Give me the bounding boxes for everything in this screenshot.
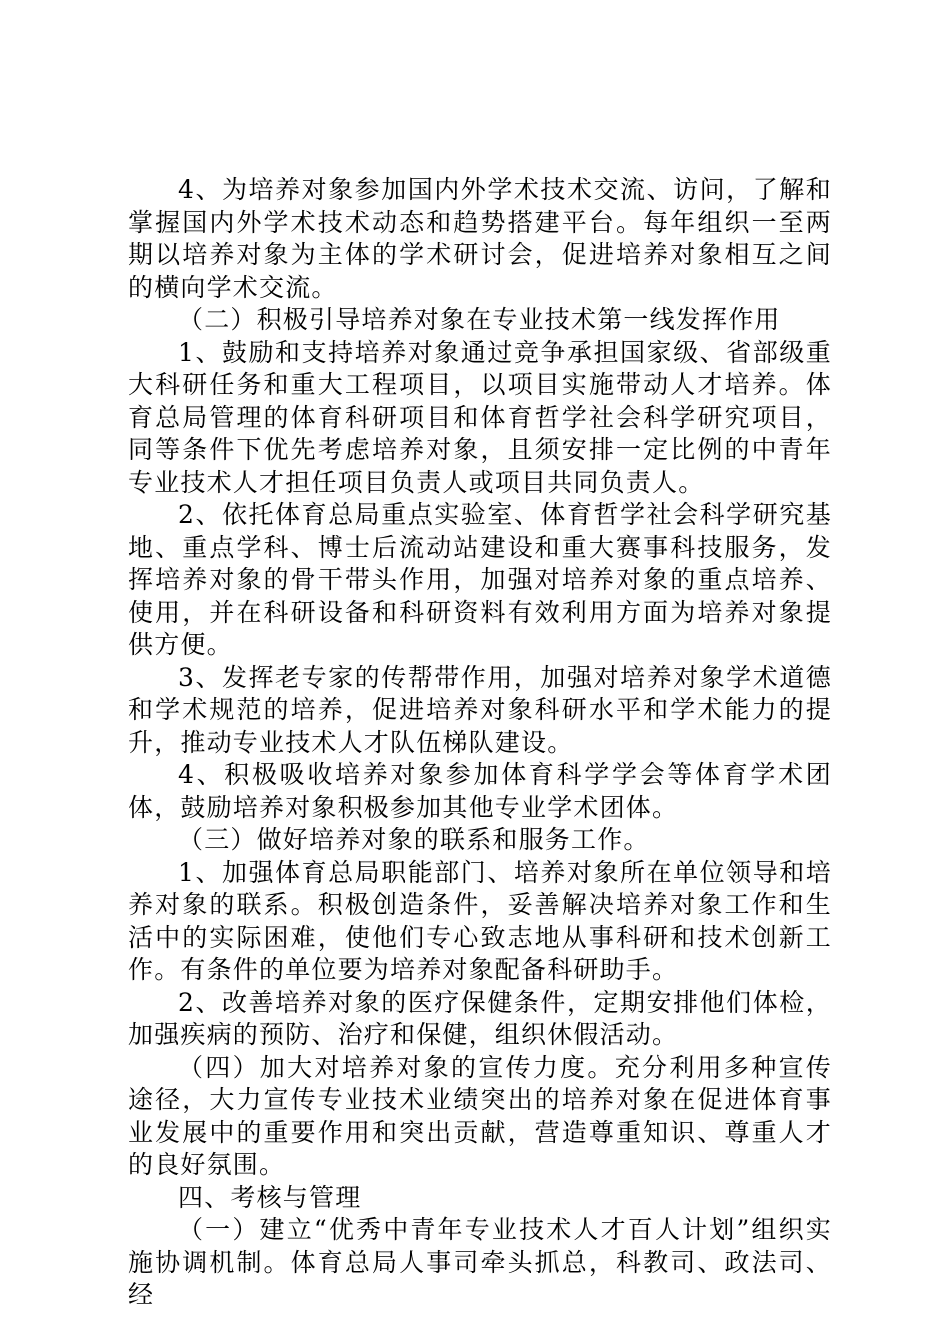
paragraph-healthcare: 2、改善培养对象的医疗保健条件，定期安排他们体检，加强疾病的预防、治疗和保健，组织休假活动。 [128, 987, 832, 1049]
section-heading-assessment: 四、考核与管理 [178, 1182, 362, 1212]
paragraph-publicity: （四）加大对培养对象的宣传力度。充分利用多种宣传途径，大力宣传专业技术业绩突出的培养对象在促进体育事业发展中的重要作用和突出贡献，营造尊重知识、尊重人才的良好氛围。 [128, 1052, 832, 1179]
document-body [128, 174, 832, 1312]
paragraph-exchange-platform: 4、为培养对象参加国内外学术技术交流、访问，了解和掌握国内外学术技术动态和趋势搭建平台。每年组织一至两期以培养对象为主体的学术研讨会，促进培养对象相互之间的横向学术交流。 [128, 175, 832, 302]
section-heading-service: （三）做好培养对象的联系和服务工作。 [178, 825, 650, 854]
paragraph-mentoring: 3、发挥老专家的传帮带作用，加强对培养对象学术道德和学术规范的培养，促进培养对象科研水平和学术能力的提升，推动专业技术人才队伍梯队建设。 [128, 662, 832, 757]
paragraph-liaison: 1、加强体育总局职能部门、培养对象所在单位领导和培养对象的联系。积极创造条件，妥善解决培养对象工作和生活中的实际困难，使他们专心致志地从事科研和技术创新工作。有条件的单位要为培养对象配备科研助手。 [128, 857, 832, 984]
paragraph-coordination: （一）建立“优秀中青年专业技术人才百人计划”组织实施协调机制。体育总局人事司牵头抓总，科教司、政法司、经 [128, 1215, 832, 1309]
paragraph-academic-groups: 4、积极吸收培养对象参加体育科学学会等体育学术团体，鼓励培养对象积极参加其他专业学术团体。 [128, 760, 832, 822]
paragraph-major-projects: 1、鼓励和支持培养对象通过竞争承担国家级、省部级重大科研任务和重大工程项目，以项目实施带动人才培养。体育总局管理的体育科研项目和体育哲学社会科学研究项目，同等条件下优先考虑培养对象，且须安排一定比例的中青年专业技术人才担任项目负责人或项目共同负责人。 [128, 337, 832, 497]
paragraph-key-labs: 2、依托体育总局重点实验室、体育哲学社会科学研究基地、重点学科、博士后流动站建设和重大赛事科技服务，发挥培养对象的骨干带头作用，加强对培养对象的重点培养、使用，并在科研设备和科研资料有效利用方面为培养对象提供方便。 [128, 500, 832, 659]
section-heading-frontline: （二）积极引导培养对象在专业技术第一线发挥作用 [178, 305, 781, 334]
